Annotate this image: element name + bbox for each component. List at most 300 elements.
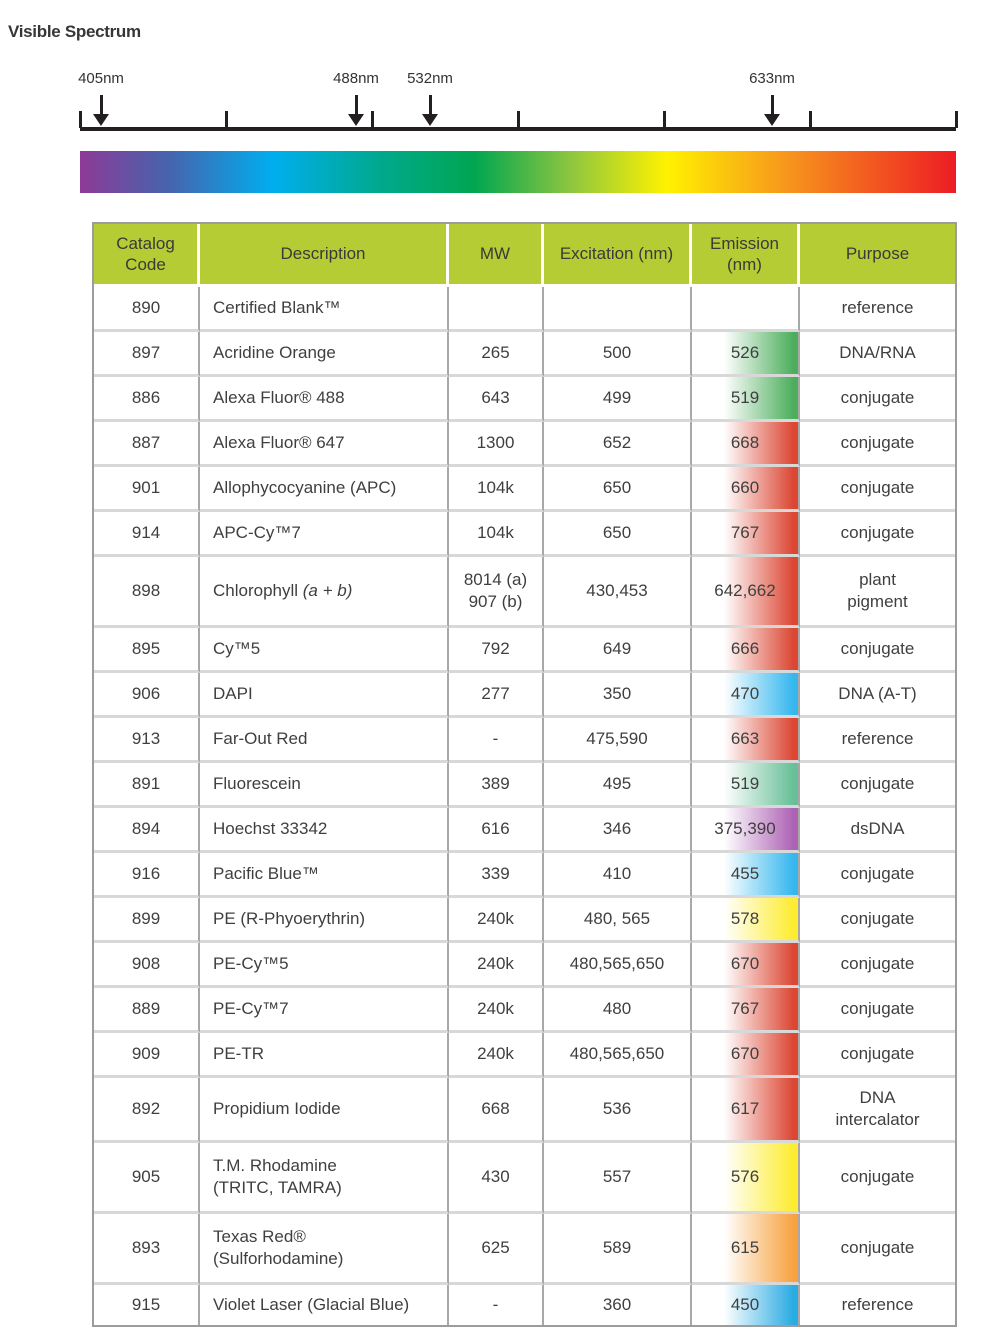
- cell-text: 898: [131, 580, 161, 600]
- purpose-cell: [800, 467, 955, 512]
- cell-text: conjugate: [840, 953, 915, 973]
- cell-text: conjugate: [840, 998, 915, 1018]
- table-row: [94, 1285, 955, 1325]
- description-cell: [200, 1143, 449, 1214]
- emission-cell: [692, 673, 800, 718]
- cell-text: 895: [131, 638, 161, 658]
- cell-text: 480,565,650: [569, 1043, 665, 1063]
- cell-text: 495: [602, 773, 632, 793]
- excitation-cell: [544, 808, 692, 853]
- table-row: [94, 628, 955, 673]
- cell-text: 887: [131, 432, 161, 452]
- excitation-cell: [544, 1078, 692, 1143]
- emission-cell: [692, 763, 800, 808]
- catalog-code-cell: [94, 512, 200, 557]
- cell-text: (Sulforhodamine): [213, 1249, 344, 1268]
- cell-text: 894: [131, 818, 161, 838]
- description-cell: [200, 1214, 449, 1285]
- cell-text: plant: [859, 569, 896, 589]
- cell-text: 389: [481, 773, 510, 793]
- table-row: [94, 853, 955, 898]
- purpose-cell: [800, 898, 955, 943]
- cell-text: 526: [730, 342, 760, 362]
- mw-cell: [449, 377, 544, 422]
- mw-cell: [449, 512, 544, 557]
- cell-text: PE (R-Phyoerythrin): [213, 908, 366, 928]
- cell-text: 557: [602, 1166, 632, 1186]
- mw-cell: [449, 853, 544, 898]
- cell-text: 480: [602, 998, 632, 1018]
- cell-text: Alexa Fluor® 647: [213, 432, 345, 452]
- description-cell: [200, 287, 449, 332]
- cell-text: conjugate: [840, 387, 915, 407]
- cell-text: 104k: [477, 477, 514, 497]
- wavelength-label: 532nm: [407, 70, 453, 87]
- cell-text: 650: [602, 522, 632, 542]
- cell-text: 670: [730, 953, 760, 973]
- catalog-code-cell: [94, 1033, 200, 1078]
- down-arrow-icon: [355, 95, 358, 116]
- purpose-cell: [800, 557, 955, 628]
- cell-text: 914: [131, 522, 161, 542]
- mw-cell: [449, 988, 544, 1033]
- cell-text: (TRITC, TAMRA): [213, 1178, 342, 1197]
- cell-text: 519: [730, 387, 760, 407]
- cell-text: 890: [131, 297, 161, 317]
- cell-text: 277: [481, 683, 510, 703]
- cell-text: 470: [730, 683, 760, 703]
- catalog-code-cell: [94, 718, 200, 763]
- description-cell: [200, 853, 449, 898]
- excitation-cell: [544, 557, 692, 628]
- cell-text: 240k: [477, 1043, 514, 1063]
- cell-text: 589: [602, 1237, 632, 1257]
- wavelength-label: 488nm: [333, 70, 379, 87]
- purpose-cell: [800, 718, 955, 763]
- catalog-code-cell: [94, 943, 200, 988]
- cell-text: Pacific Blue™: [213, 863, 319, 883]
- cell-text: 670: [730, 1043, 760, 1063]
- cell-text: 615: [730, 1237, 760, 1257]
- catalog-code-cell: [94, 673, 200, 718]
- cell-text: Allophycocyanine (APC): [213, 477, 397, 497]
- cell-text: 519: [730, 773, 760, 793]
- cell-text: -: [492, 728, 499, 748]
- cell-text: Propidium Iodide: [213, 1098, 341, 1118]
- cell-text: 375,390: [714, 818, 776, 838]
- cell-text: 891: [131, 773, 161, 793]
- excitation-cell: [544, 1033, 692, 1078]
- excitation-cell: [544, 467, 692, 512]
- column-header-catalog-code: Catalog Code: [94, 224, 200, 287]
- ruler-tick: [663, 111, 666, 128]
- emission-cell: [692, 1285, 800, 1325]
- cell-text: APC-Cy™7: [213, 522, 301, 542]
- cell-text: conjugate: [840, 432, 915, 452]
- cell-text: 767: [730, 522, 760, 542]
- column-header-excitation-nm: Excitation (nm): [544, 224, 692, 287]
- catalog-code-cell: [94, 557, 200, 628]
- mw-cell: [449, 1143, 544, 1214]
- cell-text: 240k: [477, 953, 514, 973]
- mw-cell: [449, 763, 544, 808]
- cell-text: Far-Out Red: [213, 728, 308, 748]
- mw-cell: [449, 557, 544, 628]
- mw-cell: [449, 808, 544, 853]
- cell-text: (a + b): [302, 580, 353, 600]
- catalog-code-cell: [94, 1078, 200, 1143]
- mw-cell: [449, 628, 544, 673]
- cell-text: 916: [131, 863, 161, 883]
- excitation-cell: [544, 628, 692, 673]
- cell-text: 899: [131, 908, 161, 928]
- emission-cell: [692, 377, 800, 422]
- table-row: [94, 512, 955, 557]
- catalog-code-cell: [94, 332, 200, 377]
- wavelength-label: 633nm: [749, 70, 795, 87]
- excitation-cell: [544, 673, 692, 718]
- table-row: [94, 557, 955, 628]
- fluorophore-table: [92, 222, 957, 1327]
- mw-cell: [449, 718, 544, 763]
- description-cell: [200, 422, 449, 467]
- emission-cell: [692, 1033, 800, 1078]
- table-row: [94, 467, 955, 512]
- cell-text: pigment: [847, 592, 908, 611]
- excitation-cell: [544, 1214, 692, 1285]
- excitation-cell: [544, 377, 692, 422]
- catalog-code-cell: [94, 763, 200, 808]
- cell-text: 652: [602, 432, 632, 452]
- cell-text: 907 (b): [468, 592, 523, 611]
- description-cell: [200, 718, 449, 763]
- ruler-tick: [225, 111, 228, 128]
- cell-text: 8014 (a): [463, 569, 528, 589]
- catalog-code-cell: [94, 422, 200, 467]
- emission-cell: [692, 628, 800, 673]
- cell-text: Acridine Orange: [213, 342, 336, 362]
- cell-text: 480, 565: [583, 908, 651, 928]
- mw-cell: [449, 1078, 544, 1143]
- cell-text: conjugate: [840, 522, 915, 542]
- emission-cell: [692, 287, 800, 332]
- excitation-cell: [544, 1285, 692, 1325]
- mw-cell: [449, 422, 544, 467]
- cell-text: 625: [481, 1237, 510, 1257]
- cell-text: 536: [602, 1098, 632, 1118]
- excitation-cell: [544, 988, 692, 1033]
- cell-text: 886: [131, 387, 161, 407]
- catalog-code-cell: [94, 377, 200, 422]
- cell-text: conjugate: [840, 638, 915, 658]
- cell-text: Texas Red®: [213, 1226, 306, 1246]
- table-row: [94, 1078, 955, 1143]
- emission-cell: [692, 718, 800, 763]
- column-header-description: Description: [200, 224, 449, 287]
- emission-cell: [692, 332, 800, 377]
- cell-text: 650: [602, 477, 632, 497]
- cell-text: 475,590: [586, 728, 648, 748]
- cell-text: 617: [730, 1098, 760, 1118]
- table-row: [94, 673, 955, 718]
- emission-cell: [692, 988, 800, 1033]
- cell-text: conjugate: [840, 1166, 915, 1186]
- cell-text: 892: [131, 1098, 161, 1118]
- cell-text: 240k: [477, 998, 514, 1018]
- down-arrow-icon: [93, 114, 109, 126]
- table-row: [94, 1143, 955, 1214]
- table-row: [94, 988, 955, 1033]
- down-arrow-icon: [771, 95, 774, 116]
- down-arrow-icon: [764, 114, 780, 126]
- cell-text: Chlorophyll: [213, 580, 303, 600]
- down-arrow-icon: [348, 114, 364, 126]
- purpose-cell: [800, 628, 955, 673]
- purpose-cell: [800, 763, 955, 808]
- excitation-cell: [544, 943, 692, 988]
- ruler-tick: [79, 111, 82, 128]
- excitation-cell: [544, 1143, 692, 1214]
- emission-cell: [692, 422, 800, 467]
- description-cell: [200, 1078, 449, 1143]
- cell-text: 643: [481, 387, 510, 407]
- cell-text: dsDNA: [850, 818, 905, 838]
- cell-text: Alexa Fluor® 488: [213, 387, 345, 407]
- cell-text: 360: [602, 1294, 632, 1314]
- cell-text: 666: [730, 638, 760, 658]
- column-header-purpose: Purpose: [800, 224, 955, 287]
- cell-text: conjugate: [840, 863, 915, 883]
- cell-text: reference: [841, 728, 914, 748]
- table-row: [94, 808, 955, 853]
- excitation-cell: [544, 422, 692, 467]
- description-cell: [200, 808, 449, 853]
- description-cell: [200, 557, 449, 628]
- purpose-cell: [800, 988, 955, 1033]
- description-cell: [200, 1285, 449, 1325]
- cell-text: 480,565,650: [569, 953, 665, 973]
- cell-text: conjugate: [840, 908, 915, 928]
- purpose-cell: [800, 377, 955, 422]
- cell-text: reference: [841, 1294, 914, 1314]
- cell-text: 668: [481, 1098, 510, 1118]
- emission-cell: [692, 853, 800, 898]
- cell-text: PE-Cy™5: [213, 953, 289, 973]
- mw-cell: [449, 1033, 544, 1078]
- description-cell: [200, 332, 449, 377]
- emission-cell: [692, 1143, 800, 1214]
- catalog-code-cell: [94, 853, 200, 898]
- emission-cell: [692, 557, 800, 628]
- cell-text: 901: [131, 477, 161, 497]
- table-row: [94, 898, 955, 943]
- mw-cell: [449, 1285, 544, 1325]
- wavelength-label: 405nm: [78, 70, 124, 87]
- cell-text: reference: [841, 297, 914, 317]
- cell-text: 908: [131, 953, 161, 973]
- emission-cell: [692, 1078, 800, 1143]
- catalog-code-cell: [94, 808, 200, 853]
- table-row: [94, 287, 955, 332]
- cell-text: 905: [131, 1166, 161, 1186]
- cell-text: 668: [730, 432, 760, 452]
- cell-text: intercalator: [835, 1110, 920, 1129]
- purpose-cell: [800, 1143, 955, 1214]
- table-row: [94, 718, 955, 763]
- cell-text: conjugate: [840, 477, 915, 497]
- cell-text: 660: [730, 477, 760, 497]
- catalog-code-cell: [94, 988, 200, 1033]
- cell-text: 104k: [477, 522, 514, 542]
- cell-text: 889: [131, 998, 161, 1018]
- column-header-mw: MW: [449, 224, 544, 287]
- cell-text: 649: [602, 638, 632, 658]
- cell-text: 642,662: [714, 580, 776, 600]
- cell-text: 455: [730, 863, 760, 883]
- purpose-cell: [800, 808, 955, 853]
- cell-text: PE-Cy™7: [213, 998, 289, 1018]
- catalog-code-cell: [94, 467, 200, 512]
- table-row: [94, 1033, 955, 1078]
- description-cell: [200, 763, 449, 808]
- cell-text: 893: [131, 1237, 161, 1257]
- mw-cell: [449, 1214, 544, 1285]
- description-cell: [200, 1033, 449, 1078]
- cell-text: conjugate: [840, 1237, 915, 1257]
- mw-cell: [449, 287, 544, 332]
- cell-text: 1300: [476, 432, 515, 452]
- description-cell: [200, 898, 449, 943]
- emission-cell: [692, 1214, 800, 1285]
- excitation-cell: [544, 763, 692, 808]
- cell-text: 450: [730, 1294, 760, 1314]
- cell-text: conjugate: [840, 1043, 915, 1063]
- purpose-cell: [800, 1078, 955, 1143]
- purpose-cell: [800, 853, 955, 898]
- cell-text: 792: [481, 638, 510, 658]
- emission-cell: [692, 943, 800, 988]
- description-cell: [200, 988, 449, 1033]
- cell-text: 915: [131, 1294, 161, 1314]
- mw-cell: [449, 332, 544, 377]
- mw-cell: [449, 673, 544, 718]
- cell-text: 616: [481, 818, 510, 838]
- purpose-cell: [800, 673, 955, 718]
- cell-text: 909: [131, 1043, 161, 1063]
- cell-text: Cy™5: [213, 638, 261, 658]
- table-row: [94, 422, 955, 467]
- ruler-tick: [371, 111, 374, 128]
- cell-text: DNA/RNA: [839, 342, 916, 362]
- down-arrow-icon: [429, 95, 432, 116]
- description-cell: [200, 467, 449, 512]
- purpose-cell: [800, 512, 955, 557]
- cell-text: 410: [602, 863, 632, 883]
- table-header: [94, 224, 955, 287]
- cell-text: DNA: [859, 1087, 896, 1107]
- table-row: [94, 763, 955, 808]
- description-cell: [200, 628, 449, 673]
- ruler-tick: [517, 111, 520, 128]
- emission-cell: [692, 808, 800, 853]
- catalog-code-cell: [94, 628, 200, 673]
- table-row: [94, 1214, 955, 1285]
- cell-text: 240k: [477, 908, 514, 928]
- mw-cell: [449, 943, 544, 988]
- catalog-code-cell: [94, 1285, 200, 1325]
- cell-text: 913: [131, 728, 161, 748]
- cell-text: 430,453: [586, 580, 648, 600]
- purpose-cell: [800, 1033, 955, 1078]
- cell-text: Certified Blank™: [213, 297, 341, 317]
- column-header-emission-nm: Emission (nm): [692, 224, 800, 287]
- cell-text: 897: [131, 342, 161, 362]
- cell-text: 663: [730, 728, 760, 748]
- purpose-cell: [800, 332, 955, 377]
- cell-text: 576: [730, 1166, 760, 1186]
- cell-text: 499: [602, 387, 632, 407]
- cell-text: 430: [481, 1166, 510, 1186]
- purpose-cell: [800, 422, 955, 467]
- description-cell: [200, 673, 449, 718]
- emission-cell: [692, 512, 800, 557]
- table-row: [94, 332, 955, 377]
- description-cell: [200, 377, 449, 422]
- cell-text: DAPI: [213, 683, 253, 703]
- cell-text: PE-TR: [213, 1043, 264, 1063]
- emission-cell: [692, 467, 800, 512]
- down-arrow-icon: [100, 95, 103, 116]
- cell-text: 500: [602, 342, 632, 362]
- mw-cell: [449, 467, 544, 512]
- excitation-cell: [544, 287, 692, 332]
- ruler-tick: [809, 111, 812, 128]
- cell-text: 767: [730, 998, 760, 1018]
- purpose-cell: [800, 287, 955, 332]
- cell-text: 265: [481, 342, 510, 362]
- excitation-cell: [544, 898, 692, 943]
- spectrum-gradient-bar: [80, 151, 956, 193]
- cell-text: 906: [131, 683, 161, 703]
- excitation-cell: [544, 718, 692, 763]
- catalog-code-cell: [94, 1214, 200, 1285]
- table-row: [94, 377, 955, 422]
- page-title: Visible Spectrum: [8, 22, 141, 41]
- description-cell: [200, 943, 449, 988]
- cell-text: Hoechst 33342: [213, 818, 328, 838]
- cell-text: -: [492, 1294, 499, 1314]
- mw-cell: [449, 898, 544, 943]
- purpose-cell: [800, 943, 955, 988]
- cell-text: T.M. Rhodamine: [213, 1155, 337, 1175]
- catalog-code-cell: [94, 1143, 200, 1214]
- cell-text: Fluorescein: [213, 773, 301, 793]
- down-arrow-icon: [422, 114, 438, 126]
- purpose-cell: [800, 1214, 955, 1285]
- cell-text: 346: [602, 818, 632, 838]
- catalog-code-cell: [94, 287, 200, 332]
- cell-text: 339: [481, 863, 510, 883]
- cell-text: 350: [602, 683, 632, 703]
- excitation-cell: [544, 512, 692, 557]
- table-row: [94, 943, 955, 988]
- excitation-cell: [544, 853, 692, 898]
- table-body: [94, 287, 955, 1325]
- description-cell: [200, 512, 449, 557]
- catalog-code-cell: [94, 898, 200, 943]
- purpose-cell: [800, 1285, 955, 1325]
- cell-text: 578: [730, 908, 760, 928]
